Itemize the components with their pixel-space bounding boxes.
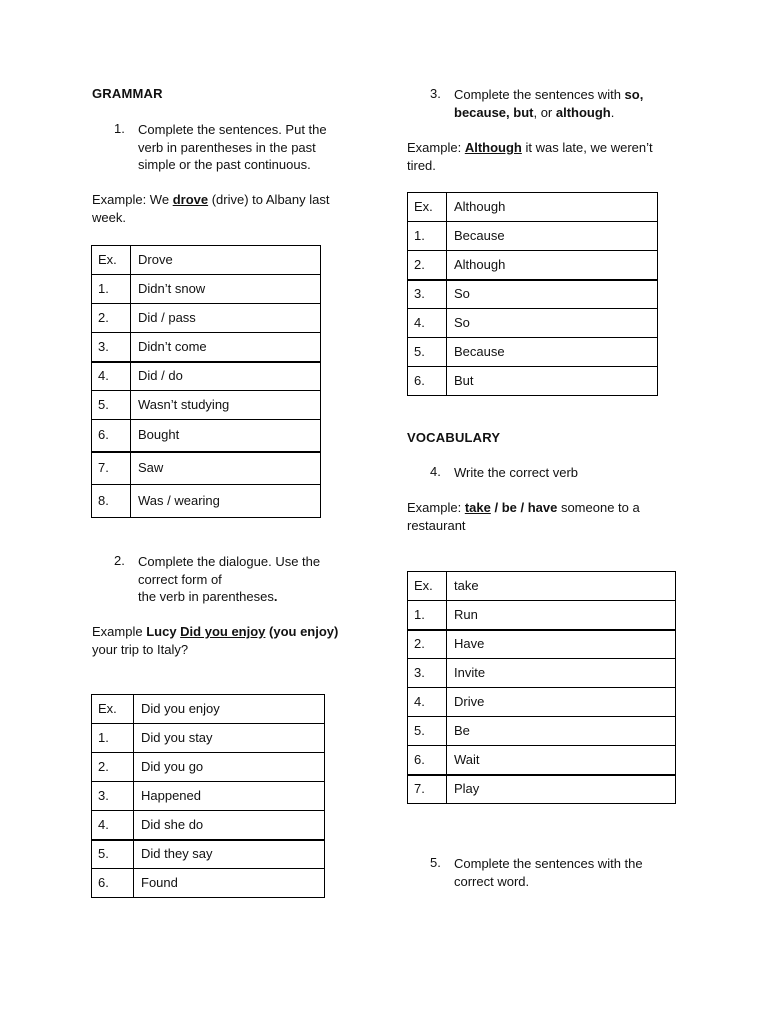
row-answer: Have (447, 630, 676, 659)
question-number: 5. (430, 855, 441, 870)
row-answer: Did you enjoy (134, 695, 325, 724)
row-answer: Drive (447, 688, 676, 717)
row-key: 5. (408, 717, 447, 746)
row-answer: But (447, 367, 658, 396)
question-number: 4. (430, 464, 441, 479)
row-answer: Did / do (131, 362, 321, 391)
row-key: 1. (408, 222, 447, 251)
row-answer: So (447, 280, 658, 309)
answer-table-2 (91, 694, 325, 898)
row-answer: Found (134, 869, 325, 898)
question-number: 3. (430, 86, 441, 101)
row-key: 6. (92, 420, 131, 452)
question-3: 3. Complete the sentences with so, because, but, or although. (430, 86, 644, 120)
row-key: 5. (92, 840, 134, 869)
question-4 (430, 464, 710, 482)
row-answer: Because (447, 338, 658, 367)
row-key: 5. (92, 391, 131, 420)
row-key: 2. (92, 753, 134, 782)
question-2-line-3: the verb in parentheses (138, 589, 274, 604)
row-key: 4. (92, 811, 134, 840)
row-key: Ex. (92, 695, 134, 724)
question-1-line-1: Complete the sentences. Put the (138, 122, 327, 137)
row-answer: Run (447, 601, 676, 630)
question-2-example: Example Lucy Did you enjoy (you enjoy) your trip to Italy? (92, 624, 339, 657)
grammar-heading: GRAMMAR (92, 86, 163, 101)
row-key: 7. (92, 452, 131, 485)
row-answer: Invite (447, 659, 676, 688)
question-4-example: Example: take / be / have someone to a restaurant (407, 500, 640, 533)
row-answer: Play (447, 775, 676, 804)
question-4-text: Write the correct verb (454, 465, 579, 480)
answer-table-3 (407, 192, 658, 396)
row-key: 1. (92, 275, 131, 304)
row-answer: Saw (131, 452, 321, 485)
row-key: 1. (92, 724, 134, 753)
row-key: 3. (92, 333, 131, 362)
question-number: 2. (114, 553, 125, 568)
row-key: 5. (408, 338, 447, 367)
question-5 (430, 855, 710, 891)
row-key: 2. (408, 630, 447, 659)
row-answer: Drove (131, 246, 321, 275)
row-key: 4. (92, 362, 131, 391)
row-answer: Did she do (134, 811, 325, 840)
question-number: 1. (114, 121, 125, 136)
row-answer: Did / pass (131, 304, 321, 333)
row-answer: Didn’t come (131, 333, 321, 362)
row-key: Ex. (408, 193, 447, 222)
row-key: 6. (408, 367, 447, 396)
row-key: 2. (92, 304, 131, 333)
row-key: 3. (92, 782, 134, 811)
row-key: 7. (408, 775, 447, 804)
row-answer: Was / wearing (131, 485, 321, 518)
row-answer: Did you stay (134, 724, 325, 753)
answer-table-1 (91, 245, 321, 518)
row-key: 2. (408, 251, 447, 280)
question-1-line-3: simple or the past continuous. (138, 157, 311, 172)
row-answer: Although (447, 193, 658, 222)
row-answer: Bought (131, 420, 321, 452)
row-key: 3. (408, 659, 447, 688)
row-answer: Because (447, 222, 658, 251)
question-5-line-1: Complete the sentences with the (454, 856, 643, 871)
row-key: 8. (92, 485, 131, 518)
example-answer: drove (172, 192, 209, 207)
row-answer: So (447, 309, 658, 338)
row-answer: Did you go (134, 753, 325, 782)
row-answer: Although (447, 251, 658, 280)
question-1 (114, 121, 374, 175)
question-1-example: Example: We drove (drive) to Albany last week. (92, 192, 330, 225)
row-key: Ex. (408, 572, 447, 601)
example-answer: Although (464, 140, 522, 155)
row-key: 3. (408, 280, 447, 309)
row-key: Ex. (92, 246, 131, 275)
row-answer: Be (447, 717, 676, 746)
row-key: 6. (408, 746, 447, 775)
vocabulary-heading: VOCABULARY (407, 430, 501, 445)
question-2-line-2: correct form of (138, 571, 222, 587)
question-3-example: Example: Although it was late, we weren’t tired. (407, 140, 653, 173)
row-answer: Wasn’t studying (131, 391, 321, 420)
question-2: 2. Complete the dialogue. Use the correct form of the verb in parentheses. (114, 553, 321, 604)
example-answer: Did you enjoy (180, 624, 266, 639)
question-1-line-2: verb in parentheses in the past (138, 139, 316, 155)
answer-table-4 (407, 571, 676, 804)
row-answer: Wait (447, 746, 676, 775)
row-answer: Happened (134, 782, 325, 811)
question-5-line-2: correct word. (454, 873, 530, 889)
row-key: 4. (408, 688, 447, 717)
row-key: 4. (408, 309, 447, 338)
row-answer: take (447, 572, 676, 601)
row-answer: Did they say (134, 840, 325, 869)
row-key: 1. (408, 601, 447, 630)
row-key: 6. (92, 869, 134, 898)
row-answer: Didn’t snow (131, 275, 321, 304)
question-2-line-1: Complete the dialogue. Use the (138, 554, 321, 569)
